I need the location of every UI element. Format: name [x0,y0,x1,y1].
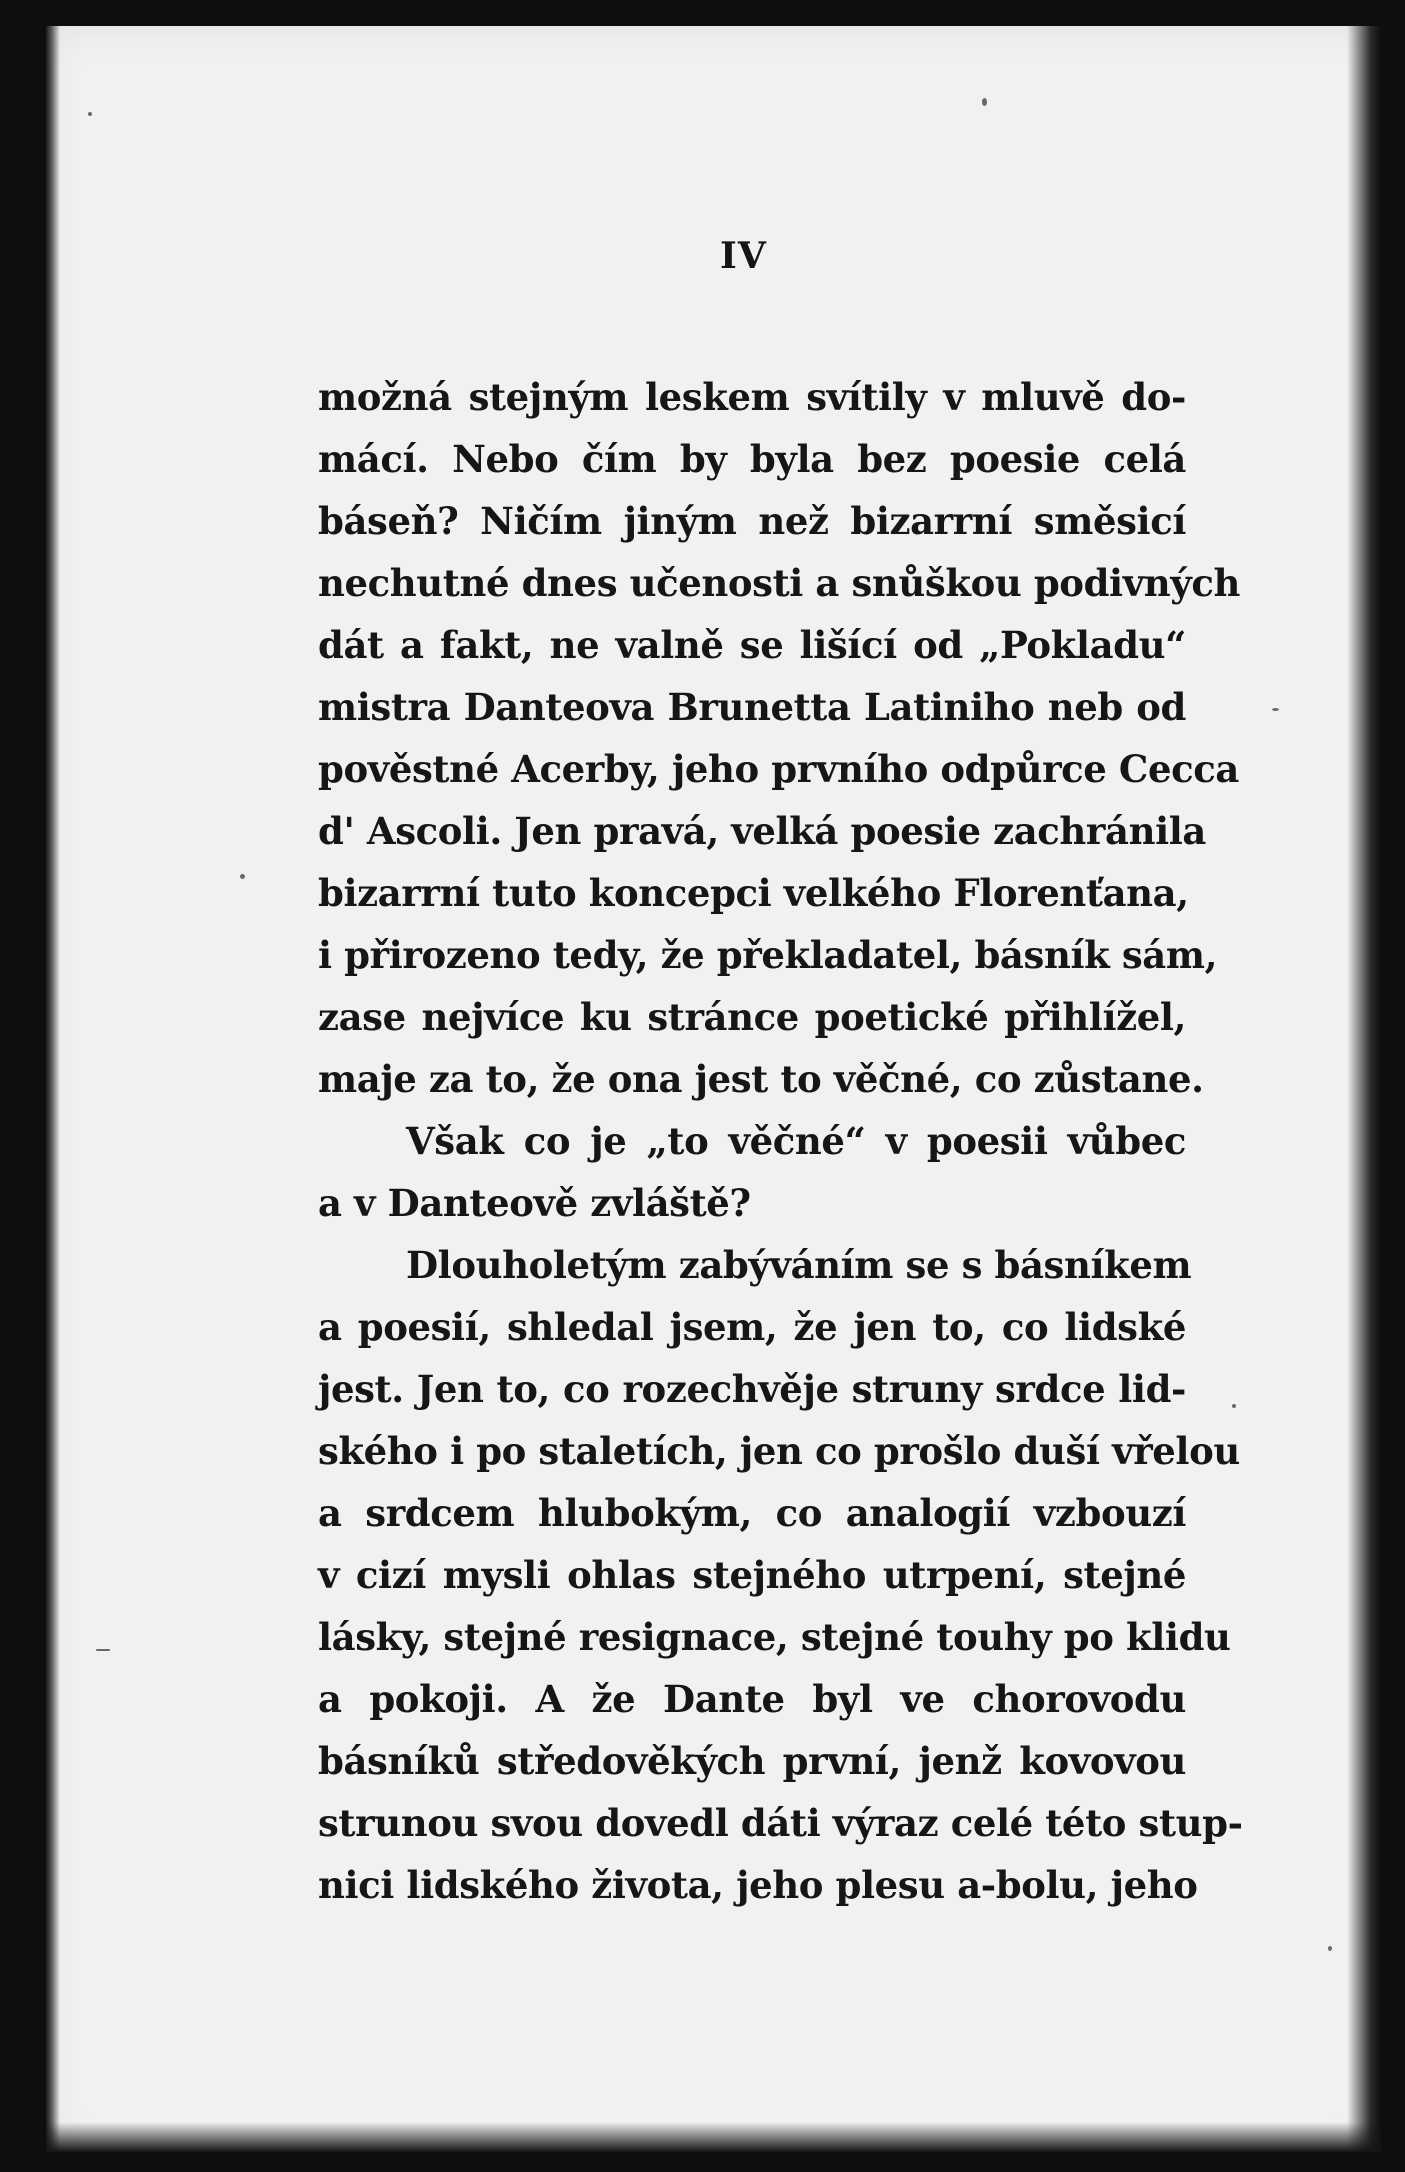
text-line: Dlouholetým zabýváním se s básníkem [406,1243,1192,1287]
page-edge-bottom [46,2122,1381,2152]
text-line: i přirozeno tedy, že překladatel, básník sám, [318,933,1218,977]
text-line: mácí. Nebo čím by byla bez poesie celá [318,437,1186,481]
text-line: a v Danteově zvláště? [318,1181,751,1225]
scan-speck [1328,1946,1332,1951]
text-line: ského i po staletích, jen co prošlo duší vřelou [318,1429,1240,1473]
scan-speck [240,874,245,879]
text-line: nici lidského života, jeho plesu a-bolu, jeho [318,1863,1198,1907]
text-line: bizarrní tuto koncepci velkého Florenťana, [318,871,1189,915]
scan-speck [982,98,987,106]
text-line: zase nejvíce ku stránce poetické přihlížel, [318,995,1186,1039]
scan-speck [96,1649,110,1651]
text-line: lásky, stejné resignace, stejné touhy po klidu [318,1615,1231,1659]
text-line: básníků středověkých první, jenž kovovou [318,1739,1186,1783]
text-line: dát a fakt, ne valně se lišící od „Pokladu“ [318,623,1186,667]
text-line: jest. Jen to, co rozechvěje struny srdce lid- [318,1367,1186,1411]
text-line: v cizí mysli ohlas stejného utrpení, stejné [318,1553,1186,1597]
text-line: a poesií, shledal jsem, že jen to, co lidské [318,1305,1186,1349]
text-line: strunou svou dovedl dáti výraz celé této stup- [318,1801,1243,1845]
text-line: maje za to, že ona jest to věčné, co zůstane. [318,1057,1204,1101]
scan-speck [1272,708,1279,711]
page-number: IV [720,235,767,277]
text-line: báseň? Ničím jiným než bizarrní směsicí [318,499,1186,543]
text-line: mistra Danteova Brunetta Latiniho neb od [318,685,1186,729]
text-line: a srdcem hlubokým, co analogií vzbouzí [318,1491,1186,1535]
page-edge-right [1347,26,1381,2152]
text-line: nechutné dnes učenosti a snůškou podivných [318,561,1241,605]
text-line: Však co je „to věčné“ v poesii vůbec [406,1119,1186,1163]
text-line: pověstné Acerby, jeho prvního odpůrce Cecca [318,747,1239,791]
scan-speck [1232,1404,1236,1408]
body-text [318,366,1243,1916]
scan-speck [88,112,92,116]
text-line: možná stejným leskem svítily v mluvě do- [318,375,1186,419]
text-line: a pokoji. A že Dante byl ve chorovodu [318,1677,1186,1721]
binding-shadow-left [46,26,60,2152]
text-line: d' Ascoli. Jen pravá, velká poesie zachránila [318,809,1206,853]
